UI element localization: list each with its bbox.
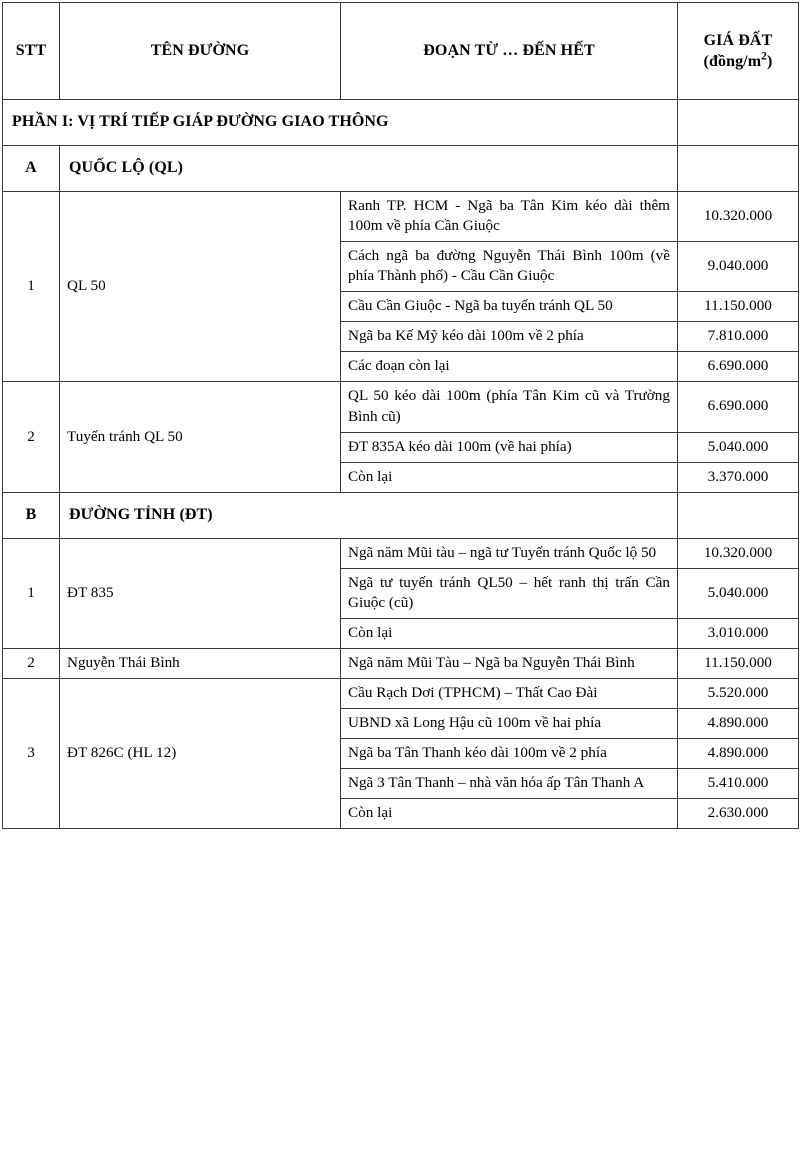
segment-description: UBND xã Long Hậu cũ 100m về hai phía bbox=[341, 709, 678, 739]
land-price-value: 4.890.000 bbox=[678, 739, 799, 769]
column-header-ten-duong: TÊN ĐƯỜNG bbox=[60, 3, 341, 100]
row-stt: 1 bbox=[3, 538, 60, 648]
section-code: B bbox=[3, 492, 60, 538]
road-name: Nguyễn Thái Bình bbox=[60, 648, 341, 678]
land-price-value: 3.370.000 bbox=[678, 462, 799, 492]
segment-description: ĐT 835A kéo dài 100m (về hai phía) bbox=[341, 432, 678, 462]
segment-description: Ngã tư tuyến tránh QL50 – hết ranh thị trấn Cần Giuộc (cũ) bbox=[341, 568, 678, 618]
segment-description: Ngã ba Tân Thanh kéo dài 100m về 2 phía bbox=[341, 739, 678, 769]
land-price-value: 5.040.000 bbox=[678, 432, 799, 462]
section-title: QUỐC LỘ (QL) bbox=[60, 146, 678, 192]
segment-description: Ngã năm Mũi tàu – ngã tư Tuyến tránh Quốc lộ 50 bbox=[341, 538, 678, 568]
gia-dat-unit: $(đồng/m^2)$ bbox=[703, 50, 773, 70]
row-stt: 3 bbox=[3, 679, 60, 829]
section-row-b bbox=[3, 492, 799, 538]
segment-description: QL 50 kéo dài 100m (phía Tân Kim cũ và Trường Bình cũ) bbox=[341, 382, 678, 432]
land-price-table bbox=[2, 2, 799, 829]
land-price-value: 2.630.000 bbox=[678, 799, 799, 829]
segment-description: Ngã ba Kế Mỹ kéo dài 100m về 2 phía bbox=[341, 322, 678, 352]
land-price-value: 11.150.000 bbox=[678, 648, 799, 678]
section-title: ĐƯỜNG TỈNH (ĐT) bbox=[60, 492, 678, 538]
land-price-value: 4.890.000 bbox=[678, 709, 799, 739]
land-price-value: 10.320.000 bbox=[678, 538, 799, 568]
row-stt: 2 bbox=[3, 382, 60, 492]
row-stt: 2 bbox=[3, 648, 60, 678]
row-stt: 1 bbox=[3, 192, 60, 382]
segment-description: Cầu Rạch Dơi (TPHCM) – Thất Cao Đài bbox=[341, 679, 678, 709]
gia-dat-label: GIÁ ĐẤT bbox=[703, 31, 773, 49]
section-price-blank bbox=[678, 492, 799, 538]
land-price-value: 9.040.000 bbox=[678, 242, 799, 292]
segment-description: Cầu Cần Giuộc - Ngã ba tuyến tránh QL 50 bbox=[341, 292, 678, 322]
land-price-value: 5.520.000 bbox=[678, 679, 799, 709]
segment-description: Các đoạn còn lại bbox=[341, 352, 678, 382]
land-price-value: 11.150.000 bbox=[678, 292, 799, 322]
land-price-value: 3.010.000 bbox=[678, 618, 799, 648]
segment-description: Ngã 3 Tân Thanh – nhà văn hóa ấp Tân Thanh A bbox=[341, 769, 678, 799]
part-banner-price-blank bbox=[678, 100, 799, 146]
section-code: A bbox=[3, 146, 60, 192]
segment-description: Cách ngã ba đường Nguyễn Thái Bình 100m (về phía Thành phố) - Cầu Cần Giuộc bbox=[341, 242, 678, 292]
segment-description: Ranh TP. HCM - Ngã ba Tân Kim kéo dài thêm 100m về phía Cần Giuộc bbox=[341, 192, 678, 242]
column-header-gia-dat bbox=[678, 3, 799, 100]
segment-description: Ngã năm Mũi Tàu – Ngã ba Nguyễn Thái Bình bbox=[341, 648, 678, 678]
table-row bbox=[3, 679, 799, 709]
land-price-value: 6.690.000 bbox=[678, 352, 799, 382]
road-name: ĐT 826C (HL 12) bbox=[60, 679, 341, 829]
table-row bbox=[3, 382, 799, 432]
road-name: Tuyến tránh QL 50 bbox=[60, 382, 341, 492]
segment-description: Còn lại bbox=[341, 618, 678, 648]
table-row bbox=[3, 648, 799, 678]
column-header-stt: STT bbox=[3, 3, 60, 100]
column-header-doan-tu-den-het: ĐOẠN TỪ … ĐẾN HẾT bbox=[341, 3, 678, 100]
part-banner-row bbox=[3, 100, 799, 146]
section-row-a bbox=[3, 146, 799, 192]
table-header-row bbox=[3, 3, 799, 100]
road-name: ĐT 835 bbox=[60, 538, 341, 648]
segment-description: Còn lại bbox=[341, 462, 678, 492]
table-row bbox=[3, 192, 799, 242]
unit-exponent: 2 bbox=[761, 50, 768, 63]
land-price-value: 6.690.000 bbox=[678, 382, 799, 432]
land-price-value: 10.320.000 bbox=[678, 192, 799, 242]
land-price-value: 5.040.000 bbox=[678, 568, 799, 618]
land-price-value: 5.410.000 bbox=[678, 769, 799, 799]
table-row bbox=[3, 538, 799, 568]
part-banner-label: PHẦN I: VỊ TRÍ TIẾP GIÁP ĐƯỜNG GIAO THÔNG bbox=[3, 100, 678, 146]
land-price-value: 7.810.000 bbox=[678, 322, 799, 352]
road-name: QL 50 bbox=[60, 192, 341, 382]
segment-description: Còn lại bbox=[341, 799, 678, 829]
section-price-blank bbox=[678, 146, 799, 192]
